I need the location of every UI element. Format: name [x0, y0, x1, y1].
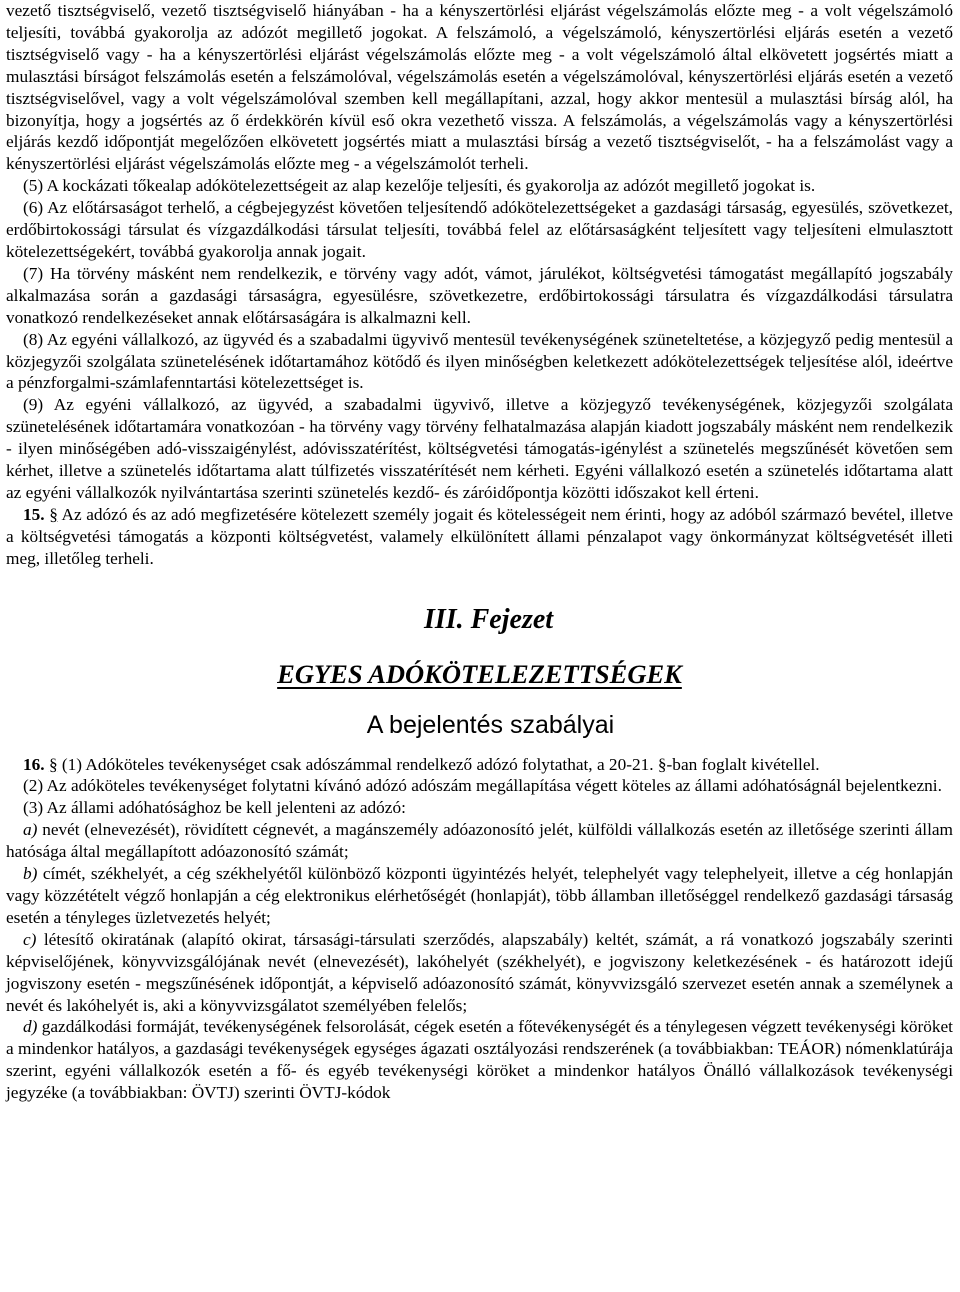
- section-16-2: (2) Az adóköteles tevékenységet folytatni kívánó adózó adószám megállapítása végett köteles az állami adóhatóságnál bejelentkezni.: [23, 776, 942, 796]
- section-15-text: Az adózó és az adó megfizetésére kötelezett személy jogait és kötelességeit nem érinti, hogy az adóból származó bevétel, illetve a költségvetési támogatás a központi költségvetést, valamely elkülönített állami pénzalapot vagy önkormányzat költségvetését illeti meg, illetőleg terheli.: [6, 504, 953, 568]
- section-16-p1-text-a: (1) Adóköteles tevékenységet csak adószámmal rendelkező adózó folytathat, a 20-21.: [61, 754, 654, 774]
- chapter-number: III. Fejezet: [423, 603, 554, 635]
- section-15-number: 15.: [23, 504, 45, 524]
- section-15: [6, 504, 953, 570]
- list-item-d-text: gazdálkodási formáját, tevékenységének felsorolását, cégek esetén a főtevékenységét és a ténylegesen végzett tevékenységi köröket a mindenkor hatályos, a gazdasági tevékenységek egységes ágazati osztályozási rendszerének (a továbbiakban: TEÁOR) nómenklatúrája szerint, egyéni vállalkozók esetén a fő- és egyéb tevékenységi köröket a mindenkor hatályos Önálló vállalkozások tevékenységi jegyzéke (a továbbiakban: ÖVTJ) szerinti ÖVTJ-kódok: [6, 1017, 953, 1103]
- list-item-a-label: a): [23, 820, 38, 840]
- paragraph-14-5: (5) A kockázati tőkealap adókötelezettségeit az alap kezelője teljesíti, és gyakorolja az adózót megillető jogokat is.: [23, 176, 816, 196]
- list-item-d: [6, 1016, 953, 1104]
- list-item-d-label: d): [23, 1017, 38, 1037]
- paragraph-14-7: (7) Ha törvény másként nem rendelkezik, e törvény vagy adót, vámot, járulékot, költségvetési támogatást megállapító jogszabály alkalmazása során a gazdasági társaságra, egyesülésre, szövetkezetre, erdőbirtokossági társulatra és vízgazdálkodási társulatra vonatkozó rendelkezéseket annak előtársaságára is alkalmazni kell.: [6, 263, 953, 327]
- list-item-c-text: létesítő okiratának (alapító okirat, társasági-társulati szerződés, alapszabály) keltét, számát, a rá vonatkozó jogszabály szerinti képviselőjének, könyvvizsgálójának nevét (elnevezését), lakóhelyét (székhelyét), e jogviszony keletkezésének - és határozott idejű jogviszony esetén - megszűnésének időpontját, a képviselő adóazonosító számát, könyvvizsgáló szervezet esetén annak a személynek a nevét és lakóhelyét is, aki a könyvvizsgálatot személyében felelős;: [6, 929, 953, 1015]
- section-16-link[interactable]: §: [48, 754, 58, 774]
- list-item-a-text: nevét (elnevezését), rövidített cégnevét, a magánszemély adóazonosító jelét, külföldi vállalkozás esetén az illetősége szerinti állam hatósága által megállapított adóazonosító számát;: [6, 820, 953, 862]
- section-15-link[interactable]: §: [49, 504, 58, 524]
- section-16-number: 16.: [23, 754, 45, 774]
- paragraph-14-9: (9) Az egyéni vállalkozó, az ügyvéd, a szabadalmi ügyvivő, illetve a közjegyző tevékenységének, közjegyzői szolgálata szünetelésének időtartamára vonatkozóan - ha törvény vagy törvény felhatalmazása alapján kiadott jogszabály másként nem rendelkezik - ilyen minőségében adó-visszaigénylést, adóvisszatérítést, költségvetési támogatás-igénylést a szünetelés megszűnését követően sem kérhet, illetve a szünetelés időtartama alatt túlfizetés visszatérítését nem kérheti. Egyéni vállalkozó esetén a szünetelés időtartama alatt az egyéni vállalkozók nyilvántartása szerinti szünetelés kezdő- és záróidőpontja közötti időszakot kell érteni.: [6, 395, 953, 502]
- paragraph-14-6: (6) Az előtársaságot terhelő, a cégbejegyzést követően teljesítendő adókötelezettségeket a gazdasági társaság, egyesülés, szövetkezet, erdőbirtokossági társulat és vízgazdálkodási társulat teljesíti, továbbá felel az előtársaságként teljesített vagy teljesíteni elmulasztott kötelezettségekért, továbbá gyakorolja annak jogait.: [6, 198, 953, 261]
- chapter-heading: [6, 603, 953, 740]
- section-20-21-link[interactable]: §: [657, 754, 667, 774]
- paragraph-14-8: (8) Az egyéni vállalkozó, az ügyvéd és a szabadalmi ügyvivő mentesül tevékenységének szüneteltetése, a közjegyző pedig mentesül a közjegyzői szolgálata szünetelésének időtartamához kötődő és ilyen minőségben keletkezett adókötelezettségek teljesítése alól, ideértve a pénzforgalmi-számlafenntartási kötelezettséget is.: [6, 329, 953, 393]
- list-item-b: [6, 863, 953, 929]
- list-item-a: [6, 819, 953, 863]
- section-16-1: [6, 754, 953, 776]
- section-16-p1-text-b: -ban foglalt kivétellel.: [666, 754, 820, 774]
- list-item-b-text: címét, székhelyét, a cég székhelyétől különböző központi ügyintézés helyét, telephelyét vagy telephelyeit, illetve a cég honlapján vagy közzétételt végző honlapján a cég elektronikus elérhetőségét (honlapját), több államban illetőséggel rendelkező gazdasági társaság esetén a tényleges üzletvezetés helyét;: [6, 864, 953, 927]
- paragraph-14-4-continued: vezető tisztségviselő, vezető tisztségviselő hiányában - ha a kényszertörlési eljárást végelszámolás előzte meg - a volt végelszámoló teljesíti, továbbá gyakorolja az adózót megillető jogokat. A felszámoló, a végelszámoló, kényszertörlési eljárás esetén a vezető tisztségviselő vagy - ha a kényszertörlési eljárást végelszámolás előzte meg - a volt végelszámoló által elkövetett jogsértés miatt a mulasztási bírságot felszámolás esetén a felszámolóval, végelszámolás esetén a végelszámolóval, kényszertörlési eljárás esetén a vezető tisztségviselővel, vagy a volt végelszámolóval szemben kell megállapítani, azzal, hogy akkor mentesül a mulasztási bírság alól, ha bizonyítja, hogy a jogsértés az ő érdekkörén kívül eső okra vezethető vissza. A felszámolás, a végelszámolás vagy a kényszertörlési eljárás kezdő időpontját megelőzően elkövetett jogsértés miatt a mulasztási bírság a vezető tisztségviselőt, - ha a felszámolást vagy a kényszertörlési eljárást végelszámolás előzte meg - a végelszámolót terheli.: [6, 1, 953, 174]
- chapter-title: EGYES ADÓKÖTELEZETTSÉGEK: [277, 658, 682, 689]
- list-item-c: [6, 929, 953, 1017]
- section-16-3: (3) Az állami adóhatósághoz be kell jelenteni az adózó:: [23, 798, 406, 818]
- section-subtitle: A bejelentés szabályai: [366, 710, 615, 739]
- list-item-b-label: b): [23, 864, 38, 884]
- list-item-c-label: c): [23, 929, 37, 949]
